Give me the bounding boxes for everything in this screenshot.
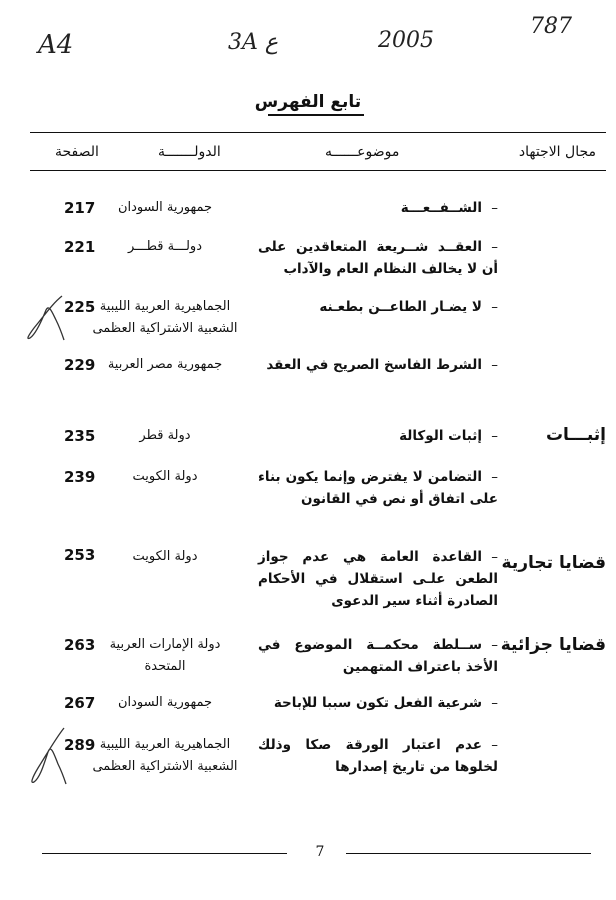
index-row-country: الجماهيرية العربية الليبية الشعبية الاشتراكية العظمى xyxy=(92,299,238,336)
footer-rule-left xyxy=(42,853,287,854)
index-row-page: 221 xyxy=(64,238,96,256)
header-country: الدولـــــــة xyxy=(158,144,221,160)
index-row-subject: –عدم اعتبار الورقة صكا وذلك لخلوها من تاريخ إصدارها xyxy=(258,737,498,775)
index-row-page: 253 xyxy=(64,546,96,564)
category-ithbat: إثبـــات xyxy=(545,425,606,445)
footer-rule-right xyxy=(346,853,591,854)
header-field: مجال الاجتهاد xyxy=(518,144,596,160)
handwritten-mark-icon xyxy=(26,724,70,788)
index-row-subject: –التضامن لا يفترض وإنما يكون بناء على اتفاق أو نص في القانون xyxy=(258,469,498,507)
index-row-country: دولة الكويت xyxy=(132,549,198,564)
header-top-rule xyxy=(30,132,606,133)
index-row-country: جمهورية السودان xyxy=(117,200,213,215)
index-row-subject: –إثبات الوكالة xyxy=(399,428,498,444)
header-bottom-rule xyxy=(30,170,606,171)
index-row-country: الجماهيرية العربية الليبية الشعبية الاشتراكية العظمى xyxy=(92,737,238,774)
handwritten-number: 787 xyxy=(530,14,572,39)
index-row-page: 217 xyxy=(64,199,96,217)
index-row-subject: –الشرط الفاسخ الصريح في العقد xyxy=(266,357,498,373)
index-row-subject: –القاعدة العامة هي عدم جواز الطعن علـى استقلال في الأحكام الصادرة أثناء سير الدعوى xyxy=(258,549,498,609)
handwritten-mark-icon xyxy=(22,290,68,344)
index-row-subject: –الشــفــعـــة xyxy=(400,200,498,216)
index-row-country: دولـــة قطـــر xyxy=(127,239,203,254)
index-row-country: جمهورية السودان xyxy=(117,695,213,710)
index-row-page: 263 xyxy=(64,636,96,654)
header-subject: موضوعــــــه xyxy=(325,144,400,160)
handwritten-a4: A4 xyxy=(38,30,74,60)
category-criminal: قضايا جزائية xyxy=(500,635,606,655)
index-row-page: 229 xyxy=(64,356,96,374)
index-row-page: 289 xyxy=(64,736,96,754)
index-row-subject: –العقــد شــريعة المتعاقدين على أن لا يخالف النظام العام والآداب xyxy=(258,239,498,277)
title-underline xyxy=(268,114,364,116)
index-row-subject: –لا يضـار الطاعــن بطعـنه xyxy=(319,299,498,315)
index-row-country: دولة الكويت xyxy=(132,469,198,484)
index-row-subject: –شرعية الفعل تكون سببا للإباحة xyxy=(273,695,498,711)
index-row-page: 239 xyxy=(64,468,96,486)
index-row-country: دولة الإمارات العربية المتحدة xyxy=(109,637,221,674)
category-commercial: قضايا تجارية xyxy=(501,553,606,573)
handwritten-year: 2005 xyxy=(378,28,434,53)
index-row-page: 225 xyxy=(64,298,96,316)
index-row-page: 235 xyxy=(64,427,96,445)
index-row-page: 267 xyxy=(64,694,96,712)
header-page: الصفحة xyxy=(55,144,99,160)
index-row-country: جمهورية مصر العربية xyxy=(107,357,223,372)
index-row-country: دولة قطر xyxy=(139,428,191,443)
index-row-subject: –ســلطة محكمــة الموضوع في الأخذ باعتراف المتهمين xyxy=(258,637,498,675)
page-title: تابع الفهرس xyxy=(254,92,362,112)
page-number: 7 xyxy=(315,844,325,860)
handwritten-code: 3A ع xyxy=(228,30,279,55)
